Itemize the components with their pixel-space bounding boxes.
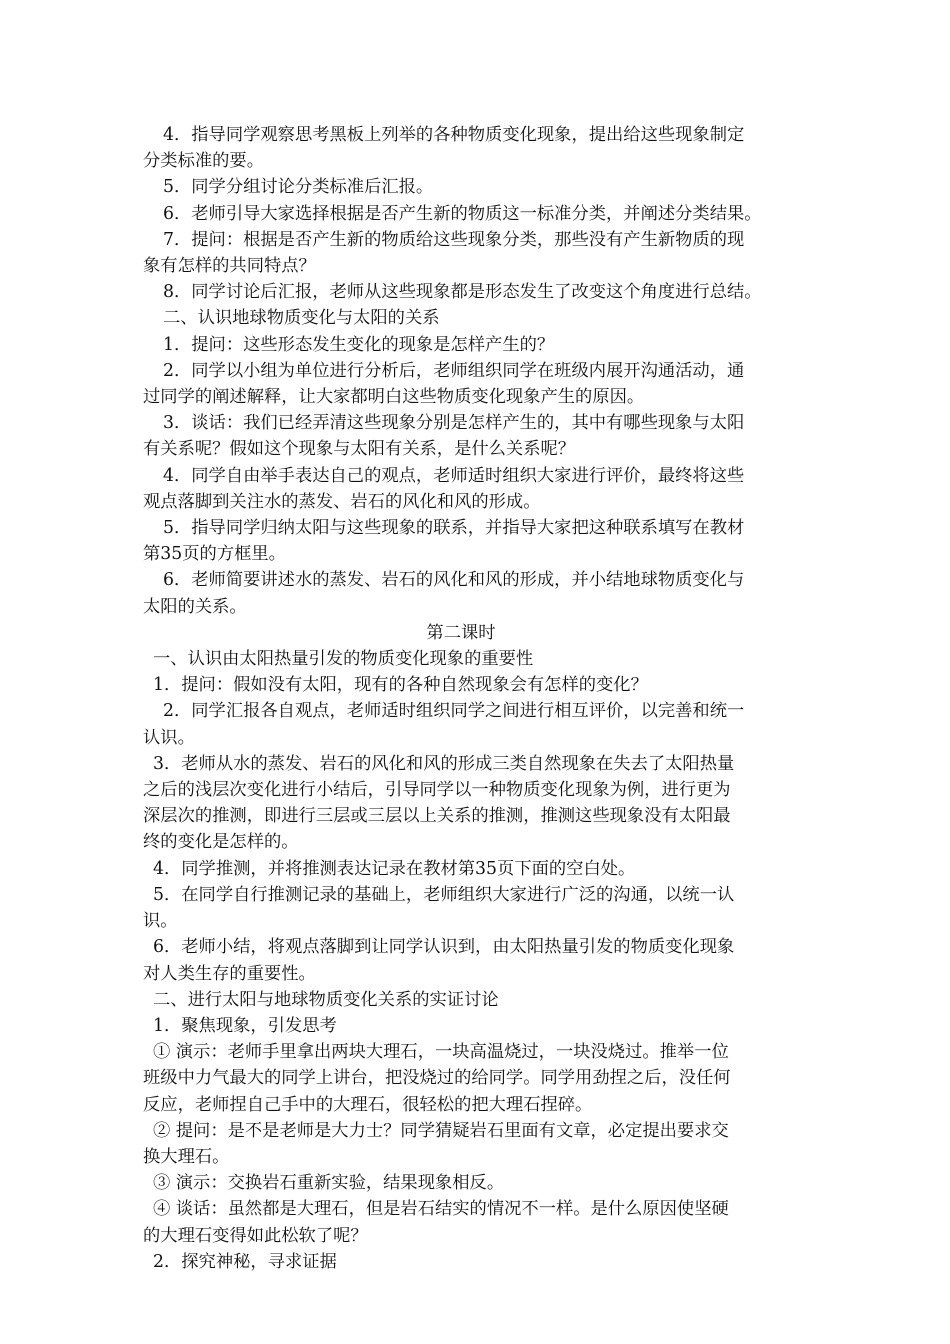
paragraph-line: 过同学的阐述解释，让大家都明白这些物质变化现象产生的原因。 xyxy=(143,387,645,408)
paragraph-line: 之后的浅层次变化进行小结后，引导同学以一种物质变化现象为例，进行更为 xyxy=(143,780,731,801)
paragraph-line: 2．同学汇报各自观点，老师适时组织同学之间进行相互评价，以完善和统一 xyxy=(163,701,745,722)
paragraph-line: 2．同学以小组为单位进行分析后，老师组织同学在班级内展开沟通活动，通 xyxy=(163,360,745,381)
paragraph-line: 换大理石。 xyxy=(143,1146,230,1167)
paragraph-line: 1．聚焦现象，引发思考 xyxy=(153,1015,337,1036)
paragraph-line: 5．指导同学归纳太阳与这些现象的联系，并指导大家把这种联系填写在教材 xyxy=(163,518,745,539)
paragraph-line: 7．提问：根据是否产生新的物质给这些现象分类，那些没有产生新物质的现 xyxy=(163,229,745,250)
paragraph-line: 班级中力气最大的同学上讲台，把没烧过的给同学。同学用劲捏之后，没任何 xyxy=(143,1068,731,1089)
section-heading: 二、进行太阳与地球物质变化关系的实证讨论 xyxy=(153,989,499,1010)
paragraph-line: 1．提问：这些形态发生变化的现象是怎样产生的？ xyxy=(163,334,555,355)
paragraph-line: 分类标准的要。 xyxy=(143,151,264,172)
paragraph-line: 6．老师简要讲述水的蒸发、岩石的风化和风的形成，并小结地球物质变化与 xyxy=(163,570,745,591)
paragraph-line: 4．同学自由举手表达自己的观点，老师适时组织大家进行评价，最终将这些 xyxy=(163,465,745,486)
paragraph-line: 4．指导同学观察思考黑板上列举的各种物质变化现象，提出给这些现象制定 xyxy=(163,125,745,145)
document-body xyxy=(143,122,823,1275)
paragraph-line: ② 提问：是不是老师是大力士？同学猜疑岩石里面有文章，必定提出要求交 xyxy=(153,1120,729,1141)
paragraph-line: ① 演示：老师手里拿出两块大理石，一块高温烧过，一块没烧过。推举一位 xyxy=(153,1042,729,1063)
lesson-title: 第二课时 xyxy=(426,622,496,643)
paragraph-line: ③ 演示：交换岩石重新实验，结果现象相反。 xyxy=(153,1173,505,1194)
paragraph-line: 1．提问：假如没有太阳，现有的各种自然现象会有怎样的变化？ xyxy=(153,675,648,696)
paragraph-line: 5．同学分组讨论分类标准后汇报。 xyxy=(163,177,434,198)
paragraph-line: 8．同学讨论后汇报，老师从这些现象都是形态发生了改变这个角度进行总结。 xyxy=(163,282,762,303)
paragraph-line: 有关系呢？假如这个现象与太阳有关系，是什么关系呢？ xyxy=(143,439,576,460)
paragraph-line: 认识。 xyxy=(143,727,195,748)
paragraph-line: 6．老师小结，将观点落脚到让同学认识到，由太阳热量引发的物质变化现象 xyxy=(153,937,735,958)
paragraph-line: 识。 xyxy=(143,911,178,932)
paragraph-line: 3．谈话：我们已经弄清这些现象分别是怎样产生的，其中有哪些现象与太阳 xyxy=(163,413,745,434)
section-heading: 二、认识地球物质变化与太阳的关系 xyxy=(163,308,440,329)
paragraph-line: 5．在同学自行推测记录的基础上，老师组织大家进行广泛的沟通，以统一认 xyxy=(153,884,735,905)
paragraph-line: 第35页的方框里。 xyxy=(143,544,286,565)
paragraph-line: 象有怎样的共同特点？ xyxy=(143,256,316,277)
section-heading: 一、认识由太阳热量引发的物质变化现象的重要性 xyxy=(153,649,534,670)
paragraph-line: 反应，老师捏自己手中的大理石，很轻松的把大理石捏碎。 xyxy=(143,1094,593,1115)
paragraph-line: 2．探究神秘，寻求证据 xyxy=(153,1251,337,1272)
paragraph-line: 3．老师从水的蒸发、岩石的风化和风的形成三类自然现象在失去了太阳热量 xyxy=(153,753,735,774)
paragraph-line: 4．同学推测，并将推测表达记录在教材第35页下面的空白处。 xyxy=(153,858,636,879)
paragraph-line: 对人类生存的重要性。 xyxy=(143,963,316,984)
paragraph-line: 观点落脚到关注水的蒸发、岩石的风化和风的形成。 xyxy=(143,491,541,512)
paragraph-line: 终的变化是怎样的。 xyxy=(143,832,299,853)
paragraph-line: 深层次的推测，即进行三层或三层以上关系的推测，推测这些现象没有太阳最 xyxy=(143,806,731,827)
paragraph-line: 的大理石变得如此松软了呢？ xyxy=(143,1225,368,1246)
paragraph-line: ④ 谈话：虽然都是大理石，但是岩石结实的情况不一样。是什么原因使坚硬 xyxy=(153,1199,729,1220)
paragraph-line: 太阳的关系。 xyxy=(143,596,247,617)
paragraph-line: 6．老师引导大家选择根据是否产生新的物质这一标准分类，并阐述分类结果。 xyxy=(163,203,762,224)
